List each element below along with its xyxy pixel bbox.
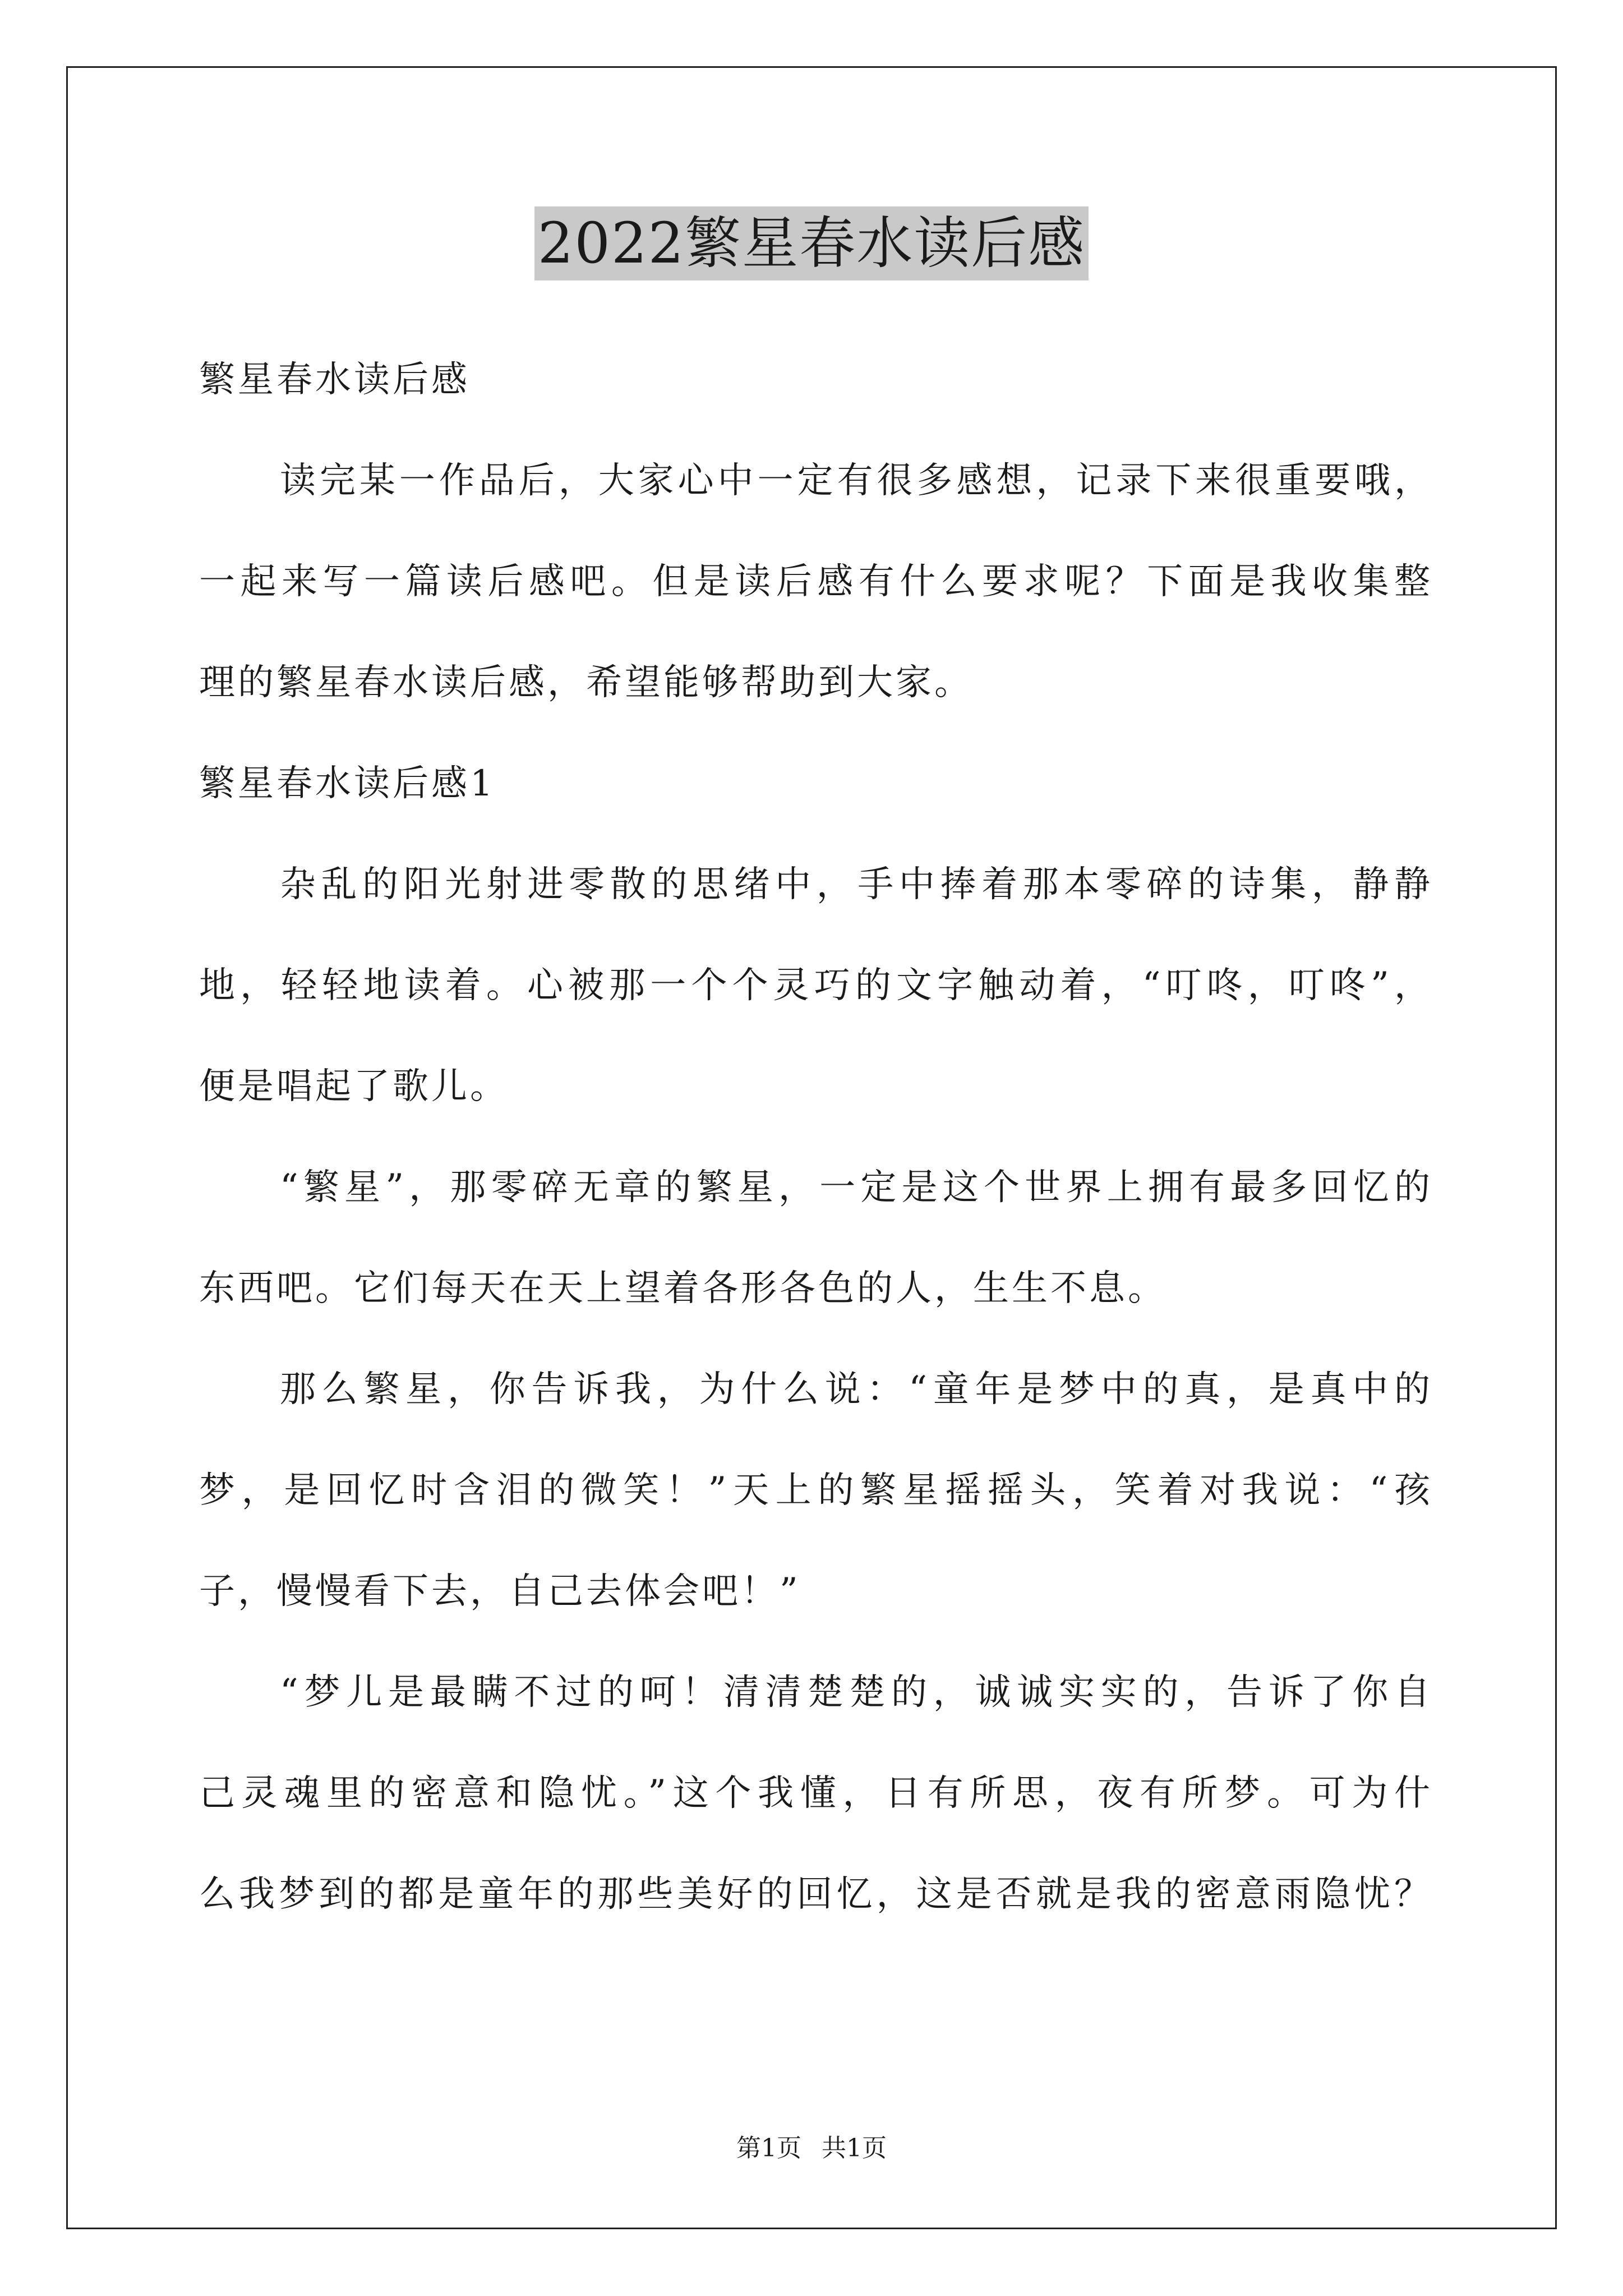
document-title: 2022繁星春水读后感	[534, 206, 1089, 280]
paragraph-line: 便是唱起了歌儿。	[199, 1066, 509, 1107]
page-footer	[0, 2132, 1623, 2165]
page-total: 共1页	[822, 2134, 887, 2162]
section-heading: 繁星春水读后感1	[199, 763, 496, 804]
paragraph-line: 地，轻轻地读着。心被那一个个灵巧的文字触动着，“叮咚，叮咚”，	[199, 965, 1433, 1006]
paragraph-line: 读完某一作品后，大家心中一定有很多感想，记录下来很重要哦，	[280, 460, 1433, 501]
paragraph-line: “梦儿是最瞒不过的呵！清清楚楚的，诚诚实实的，告诉了你自	[280, 1672, 1433, 1713]
paragraph-line: 一起来写一篇读后感吧。但是读后感有什么要求呢？下面是我收集整	[199, 561, 1433, 602]
paragraph-line: “繁星”，那零碎无章的繁星，一定是这个世界上拥有最多回忆的	[280, 1167, 1433, 1208]
title-container	[0, 206, 1623, 280]
paragraph-line: 子，慢慢看下去，自己去体会吧！”	[199, 1571, 801, 1612]
paragraph-line: 梦，是回忆时含泪的微笑！”天上的繁星摇摇头，笑着对我说：“孩	[199, 1470, 1433, 1511]
paragraph-line: 东西吧。它们每天在天上望着各形各色的人，生生不息。	[199, 1268, 1166, 1309]
paragraph-line: 么我梦到的都是童年的那些美好的回忆，这是否就是我的密意雨隐忧？	[199, 1874, 1433, 1915]
paragraph-line: 理的繁星春水读后感，希望能够帮助到大家。	[199, 662, 973, 703]
paragraph-line: 己灵魂里的密意和隐忧。”这个我懂，日有所思，夜有所梦。可为什	[199, 1773, 1433, 1814]
document-body	[199, 345, 1433, 1961]
paragraph-line: 杂乱的阳光射进零散的思绪中，手中捧着那本零碎的诗集，静静	[280, 864, 1433, 905]
paragraph-line: 那么繁星，你告诉我，为什么说：“童年是梦中的真，是真中的	[280, 1369, 1433, 1410]
subtitle-line: 繁星春水读后感	[199, 359, 470, 401]
page-number: 第1页	[736, 2134, 801, 2162]
